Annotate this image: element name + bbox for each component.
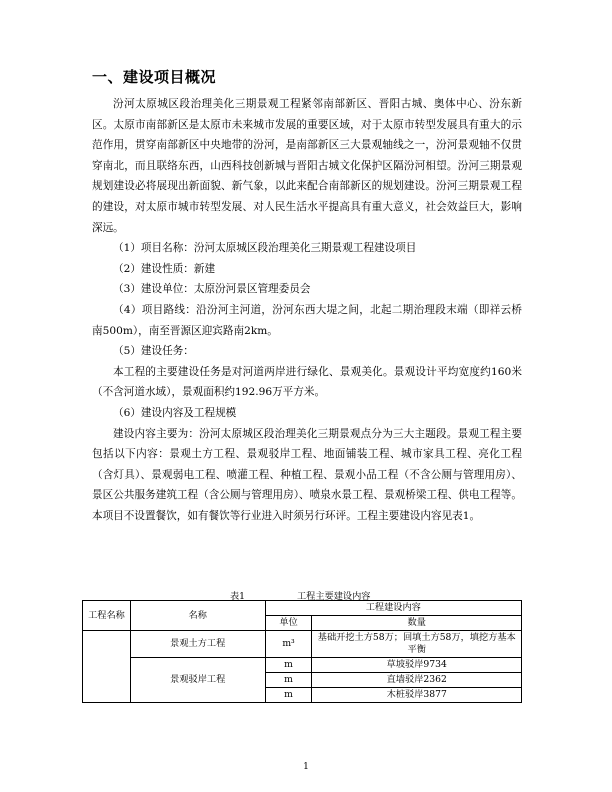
table-row bbox=[83, 631, 522, 658]
scale-heading: （6）建设内容及工程规模 bbox=[113, 406, 237, 419]
task-heading: （5）建设任务： bbox=[113, 345, 194, 358]
content-paragraph: 建设内容主要为：汾河太原城区段治理美化三期景观点分为三大主题段。景观工程主要包括以下内容：景观土方工程、景观驳岸工程、地面铺装工程、城市家具工程、亮化工程（含灯具）、景观弱电工程、喷灌工程、种植工程、景观小品工程（不含公厕与管理用房）、景区公共服务建筑工程（含公厕与管理用房）、喷泉水景工程、景观桥梁工程、供电工程等。本项目不设置餐饮，如有餐饮等行业进入时须另行环评。工程主要建设内容见表1。 bbox=[92, 427, 522, 522]
header-category: 工程名称 bbox=[83, 601, 131, 631]
table-caption-title: 工程主要建设内容 bbox=[297, 591, 371, 602]
project-name: （1）项目名称：汾河太原城区段治理美化三期景观工程建设项目 bbox=[113, 242, 417, 255]
project-nature: （2）建设性质：新建 bbox=[113, 262, 216, 275]
row-unit: m bbox=[265, 658, 312, 673]
category-cell bbox=[83, 631, 131, 703]
row-unit: m³ bbox=[265, 631, 312, 658]
row-quantity: 草坡驳岸9734 bbox=[312, 658, 522, 673]
intro-paragraph: 汾河太原城区段治理美化三期景观工程紧邻南部新区、晋阳古城、奥体中心、汾东新区。太原市南部新区是太原市未来城市发展的重要区域，对于太原市转型发展具有重大的示范作用，贯穿南部新区中央地带的汾河，是南部新区三大景观轴线之一，汾河景观轴不仅贯穿南北，而且联络东西，山西科技创新城与晋阳古城文化保护区隔汾河相望。汾河三期景观规划建设必将展现出新面貌、新气象，以此来配合南部新区的规划建设。汾河三期景观工程的建设，对太原市城市转型发展、对人民生活水平提高具有重大意义，社会效益巨大，影响深远。 bbox=[92, 98, 522, 234]
project-route: （4）项目路线：沿汾河主河道，汾河东西大堤之间，北起二期治理段末端（即祥云桥南500m），南至晋源区迎宾路南2km。 bbox=[92, 303, 522, 337]
table-row bbox=[83, 658, 522, 673]
section-heading: 一、建设项目概况 bbox=[92, 68, 217, 86]
row-name: 景观土方工程 bbox=[130, 631, 265, 658]
body-text bbox=[92, 94, 522, 526]
row-quantity: 直墙驳岸2362 bbox=[312, 673, 522, 688]
project-unit: （3）建设单位：太原汾河景区管理委员会 bbox=[113, 283, 311, 296]
table-caption-number: 表1 bbox=[230, 591, 246, 602]
row-unit: m bbox=[265, 673, 312, 688]
row-quantity: 木桩驳岸3877 bbox=[312, 688, 522, 703]
header-content: 工程建设内容 bbox=[265, 601, 521, 616]
table-header-row bbox=[83, 601, 522, 616]
header-unit: 单位 bbox=[265, 616, 312, 631]
row-quantity: 基础开挖土方58万；回填土方58万，填挖方基本平衡 bbox=[312, 631, 522, 658]
row-unit: m bbox=[265, 688, 312, 703]
header-quantity: 数量 bbox=[312, 616, 522, 631]
task-paragraph: 本工程的主要建设任务是对河道两岸进行绿化、景观美化。景观设计平均宽度约160米（不含河道水域），景观面积约192.96万平方米。 bbox=[92, 365, 522, 399]
construction-content-table bbox=[82, 600, 522, 703]
header-name: 名称 bbox=[130, 601, 265, 631]
row-name: 景观驳岸工程 bbox=[130, 658, 265, 703]
page-number: 1 bbox=[303, 762, 309, 772]
